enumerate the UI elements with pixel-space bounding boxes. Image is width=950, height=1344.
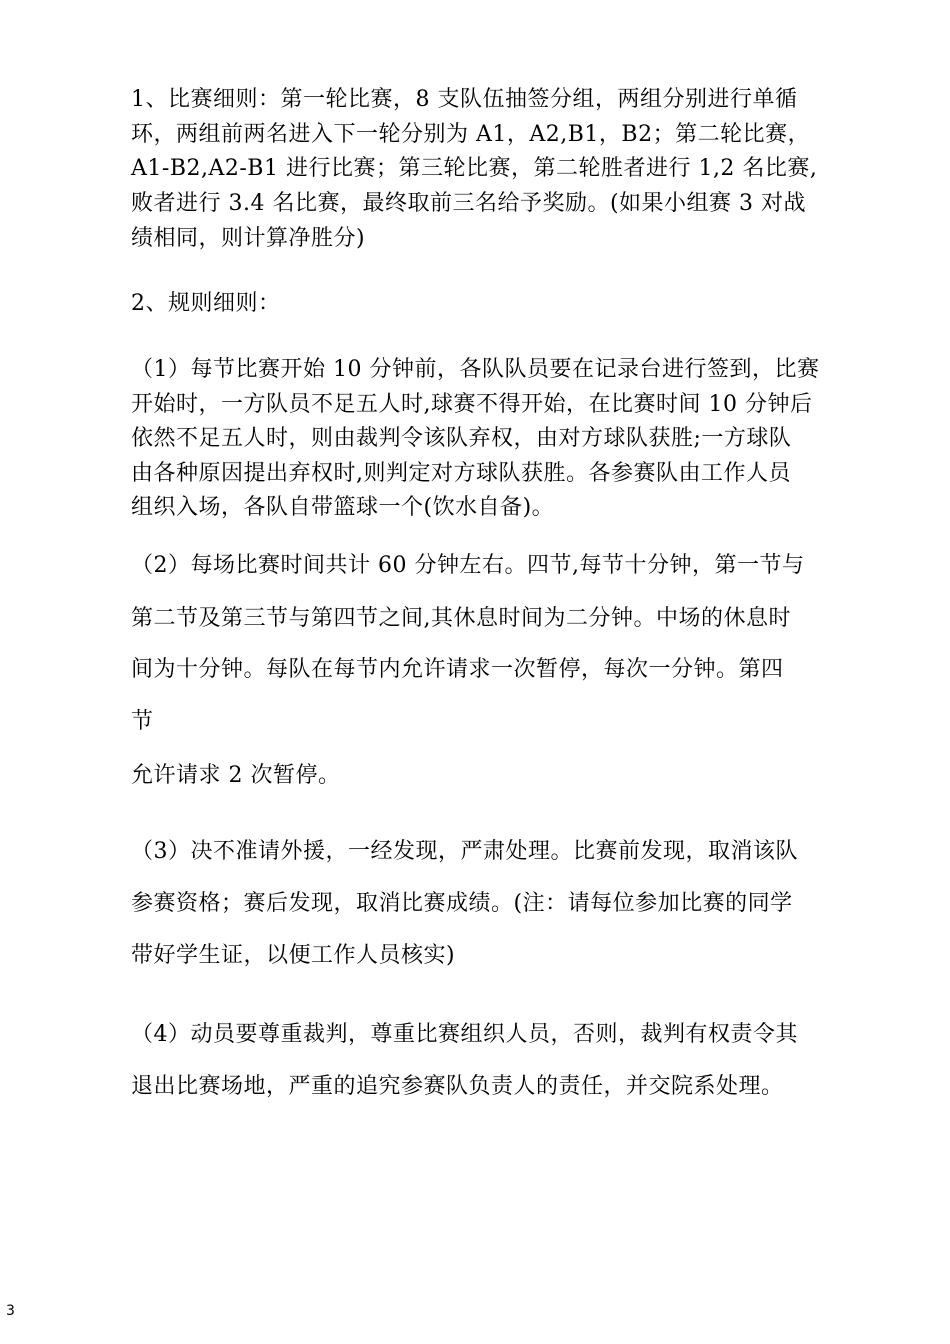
section1-line-2: 环，两组前两名进入下一轮分别为 A1，A2,B1，B2；第二轮比赛， (131, 122, 811, 147)
rule1-line-5: 组织入场，各队自带篮球一个(饮水自备)。 (131, 495, 555, 520)
rule2-line-3: 间为十分钟。每队在每节内允许请求一次暂停，每次一分钟。第四 (131, 657, 784, 682)
rule4-line-2: 退出比赛场地，严重的追究参赛队负责人的责任，并交院系处理。 (131, 1074, 784, 1099)
rule4-line-1: （4）动员要尊重裁判，尊重比赛组织人员，否则，裁判有权责令其 (131, 1022, 798, 1047)
rule2-line-1: （2）每场比赛时间共计 60 分钟左右。四节,每节十分钟，第一节与 (131, 553, 805, 578)
rule2-line-4: 节 (131, 709, 154, 734)
section1-line-5: 绩相同，则计算净胜分) (131, 226, 366, 251)
rule1-line-3: 依然不足五人时，则由裁判令该队弃权，由对方球队获胜;一方球队 (131, 426, 792, 451)
section1-line-3: A1-B2,A2-B1 进行比赛；第三轮比赛，第二轮胜者进行 1,2 名比赛, (131, 156, 818, 181)
rule3-line-2: 参赛资格；赛后发现，取消比赛成绩。(注：请每位参加比赛的同学 (131, 891, 793, 916)
page-number: 3 (6, 1303, 15, 1319)
rule1-line-1: （1）每节比赛开始 10 分钟前，各队队员要在记录台进行签到，比赛 (131, 357, 820, 382)
section1-line-4: 败者进行 3.4 名比赛，最终取前三名给予奖励。(如果小组赛 3 对战 (131, 191, 807, 216)
rule1-line-4: 由各种原因提出弃权时,则判定对方球队获胜。各参赛队由工作人员 (131, 461, 791, 486)
rule2-line-2: 第二节及第三节与第四节之间,其休息时间为二分钟。中场的休息时 (131, 606, 791, 631)
rule1-line-2: 开始时，一方队员不足五人时,球赛不得开始，在比赛时间 10 分钟后 (131, 392, 813, 417)
section1-line-1: 1、比赛细则：第一轮比赛，8 支队伍抽签分组，两组分别进行单循 (131, 87, 798, 112)
section2-heading: 2、规则细则： (131, 291, 281, 316)
rule2-line-5: 允许请求 2 次暂停。 (131, 763, 341, 788)
rule3-line-3: 带好学生证，以便工作人员核实) (131, 943, 456, 968)
rule3-line-1: （3）决不准请外援，一经发现，严肃处理。比赛前发现，取消该队 (131, 839, 798, 864)
